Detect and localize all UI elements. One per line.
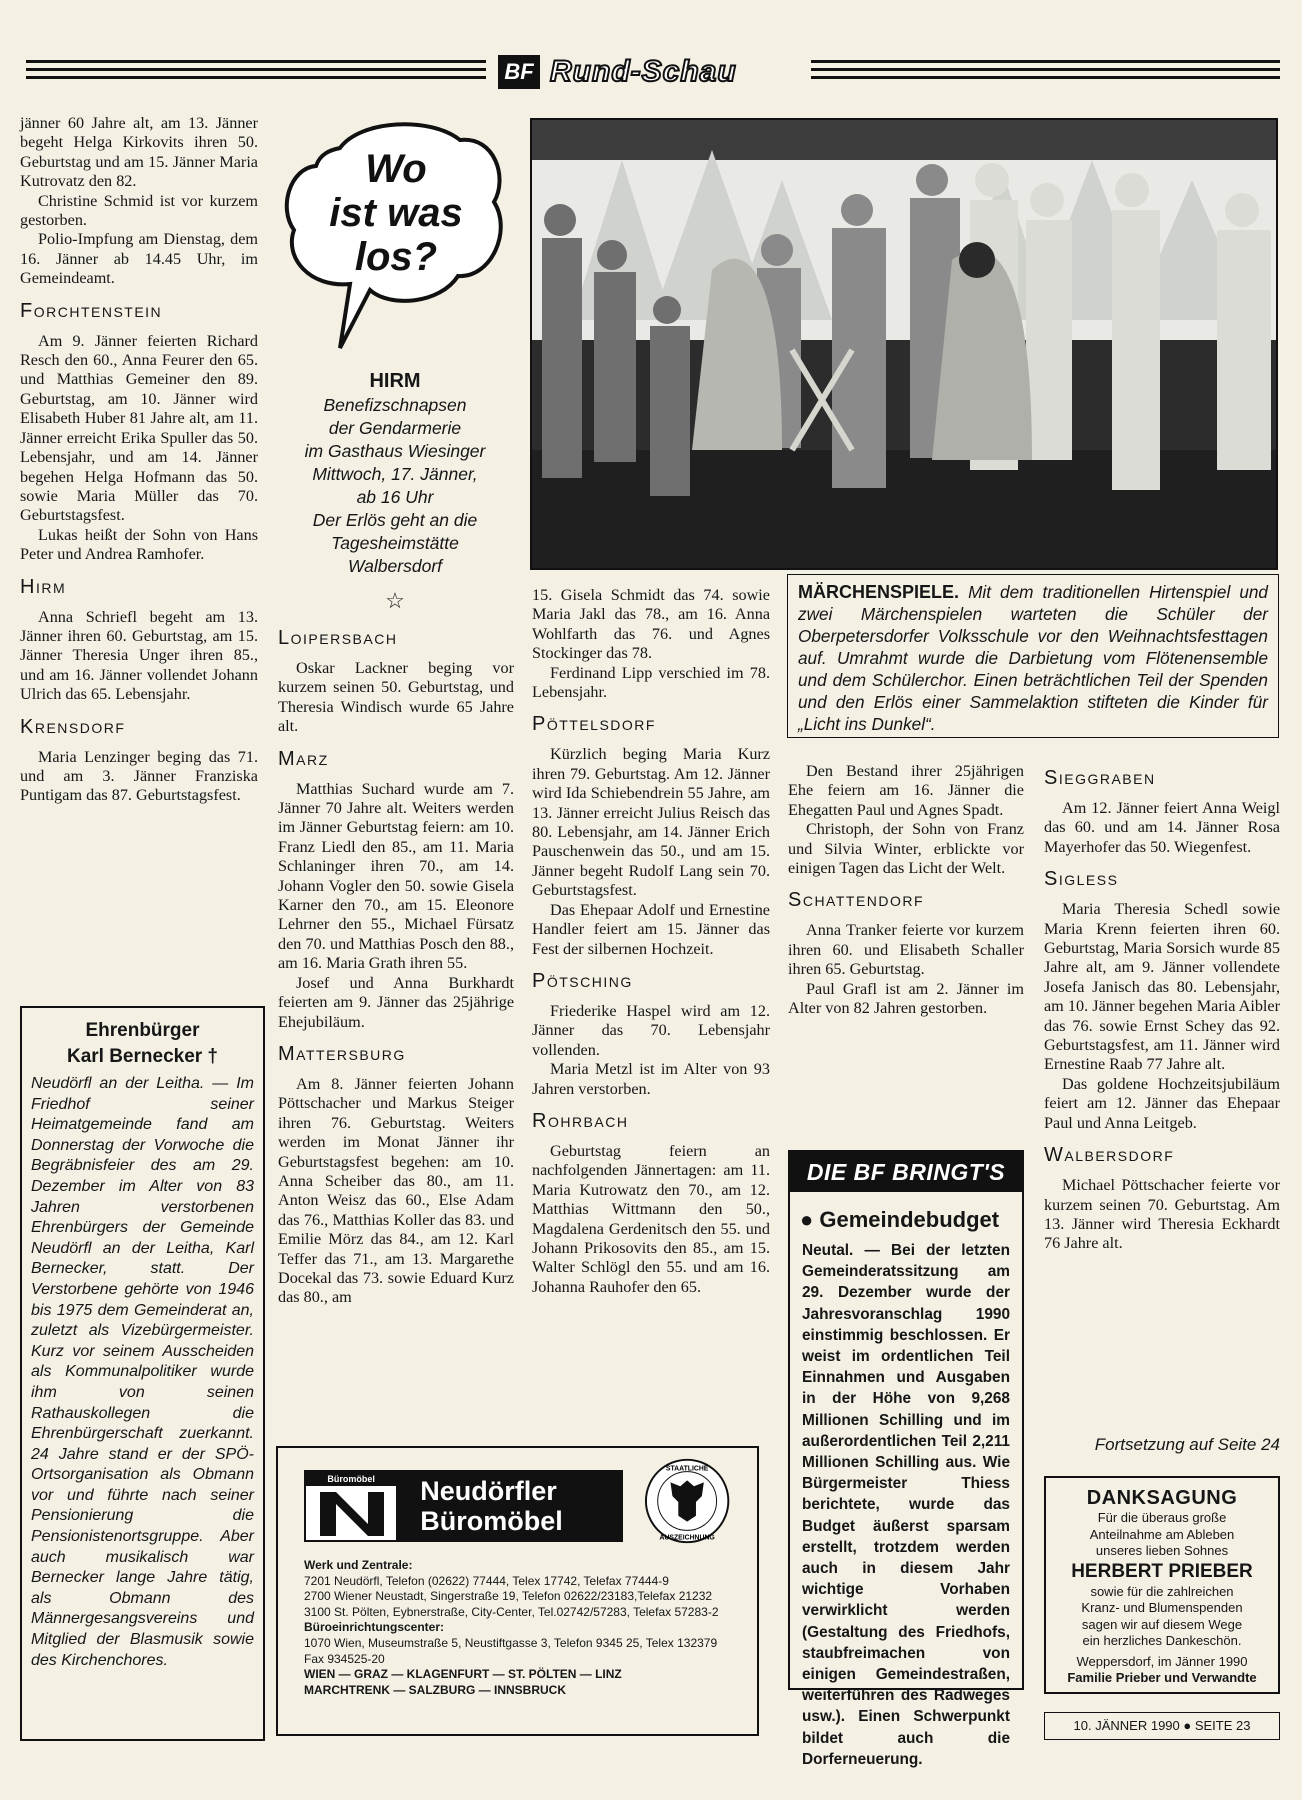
event-line: Benefizschnapsen bbox=[323, 395, 467, 415]
heading-walbersdorf: Walbersdorf bbox=[1044, 1144, 1175, 1167]
heading-krensdorf: Krensdorf bbox=[20, 715, 126, 738]
events-bubble bbox=[280, 118, 510, 350]
event-line: der Gendarmerie bbox=[328, 418, 462, 438]
paragraph: Das Ehepaar Adolf und Ernestine Handler feiert am 15. Jänner das Fest der silbernen Hochzeit. bbox=[532, 900, 770, 958]
ad-logo-box bbox=[304, 1470, 398, 1542]
bf-bringts-box bbox=[788, 1150, 1024, 1768]
caption-text: Mit dem traditionellen Hirtenspiel und zwei Märchenspielen warteten die Schüler der Oberpetersdorfer Volksschule vor den Weihnachtsfesttagen auf. Umrahmt wurde die Darbietung vom Flötenensemble und dem Schülerchor. Einen beträchtlichen Teil der Spenden und den Erlös einer Sammelaktion stifteten die Kinder für „Licht ins Dunkel“. bbox=[798, 582, 1268, 734]
paragraph: Geburtstag feiern an nachfolgenden Jännertagen: am 11. Maria Kutrowatz den 70., am 12. Matthias Wittmann den 50., Magdalena Gerdenitsch den 55. und Johann Prikosovits den 85., am 15. Walter Schlögl den 55. und am 16. Johanna Rauhofer den 65. bbox=[532, 1141, 770, 1296]
heading-marz: Marz bbox=[278, 747, 329, 770]
paragraph: Anna Schriefl begeht am 13. Jänner ihren 60. Geburtstag, am 15. Jänner Theresia Unger ihren 85., und am 16. Jänner vollendet Johann Ulrich das 65. Lebensjahr. bbox=[20, 607, 258, 704]
paragraph: Am 8. Jänner feierten Johann Pöttschacher und Markus Steiger ihren 76. Geburtstag. Weiters werden im Monat Jänner ihr Geburtstagsfest begehen: am 10. Anna Scheiber das 80., am 11. Anton Weisz das 60., Else Adam das 76., Matthias Koller das 83. und Emilie Mörz das 84., am 12. Karl Teffer das 71., am 13. Margarethe Docekal das 73. sowie Eduard Kurz das 80., am bbox=[278, 1074, 514, 1307]
paragraph: Am 9. Jänner feierten Richard Resch den 60., Anna Feurer den 65. und Matthias Gemeiner den 89. Geburtstag, am 10. Jänner wird Elisabeth Huber 81 Jahre alt, am 11. Jänner erreicht Erika Spuller das 50. Lebensjahr, und am 14. Jänner begehen Helga Hofmann das 50. sowie Maria Müller das 70. Geburtstagsfest. bbox=[20, 331, 258, 525]
heading-forchtenstein: Forchtenstein bbox=[20, 299, 163, 322]
paragraph: Den Bestand ihrer 25jährigen Ehe feiern am 16. Jänner die Ehegatten Paul und Agnes Spadt. bbox=[788, 762, 1024, 819]
bf-bringts-text: Neutal. — Bei der letzten Gemeinderatssitzung am 29. Dezember wurde der Jahresvoranschlag 1990 einstimmig beschlossen. Er weist im ordentlichen Teil Einnahmen und Ausgaben in der Höhe von 9,268 Millionen Schilling und im außerordentlichen Teil 2,211 Millionen Schilling aus. Wie Bürgermeister Thiess berichtete, wurde das Budget äußerst sparsam erstellt, trotzdem werden auch in diesem Jahr wichtige Vorhaben verwirklicht werden (Gestaltung des Friedhofs, staubfreimachen von einigen Gemeindestraßen, weiterführen des Radweges usw.). Einen Schwerpunkt bildet auch die Dorferneuerung. bbox=[802, 1242, 1010, 1768]
heading-poettelsdorf: Pöttelsdorf bbox=[532, 713, 656, 736]
obituary-box bbox=[20, 1006, 265, 1741]
ad-logo bbox=[304, 1465, 731, 1542]
thanks-line: ein herzliches Dankeschön. bbox=[1082, 1633, 1242, 1648]
thanks-title: DANKSAGUNG bbox=[1086, 1487, 1238, 1509]
thanks-notice bbox=[1044, 1476, 1280, 1694]
ad-line: 7201 Neudörfl, Telefon (02622) 77444, Telex 17742, Telefax 77444-9 bbox=[304, 1573, 669, 1588]
paragraph: Am 12. Jänner feiert Anna Weigl das 60. und am 14. Jänner Rosa Mayerhofer das 50. Wiegenfest. bbox=[1044, 799, 1280, 856]
event-line: Mittwoch, 17. Jänner, bbox=[312, 464, 478, 484]
paragraph: Ferdinand Lipp verschied im 78. Lebensjahr. bbox=[532, 663, 770, 702]
paragraph: Josef und Anna Burkhardt feierten am 9. Jänner das 25jährige Ehejubiläum. bbox=[278, 973, 514, 1031]
photo-image bbox=[532, 120, 1278, 570]
thanks-line: Kranz- und Blumenspenden bbox=[1081, 1600, 1243, 1615]
paragraph: Maria Lenzinger beging das 71. und am 3. Jänner Franziska Puntigam das 87. Geburtstagsfest. bbox=[20, 747, 258, 805]
bubble-line-2: ist was bbox=[329, 191, 463, 235]
advertisement bbox=[276, 1446, 759, 1736]
ad-name-line-2: Büromöbel bbox=[420, 1506, 563, 1536]
thanks-name: HERBERT PRIEBER bbox=[1071, 1560, 1253, 1582]
paragraph: Kürzlich beging Maria Kurz ihren 79. Geburtstag. Am 12. Jänner wird Ida Schiebendrein 55 Jahre, am 13. Jänner erreicht Julius Reisch das 80. Lebensjahr, am 14. Jänner Erich Pauschenwein das 50., und am 15. Jänner begeht Rudolf Lang sein 70. Geburtstagsfest. bbox=[532, 745, 770, 900]
paragraph: Maria Theresia Schedl sowie Maria Krenn feierten ihren 60. Geburtstag, Maria Sorsich wurde 85 Jahre alt, am 9. Jänner vollendete Josefa Janisch das 80. Lebensjahr, am 10. Jänner begehen Maria Aibler das 76. sowie Ernst Schey das 92. Geburtstagsfest, am 11. Jänner wird Ernestine Raab 77 Jahre alt. bbox=[1044, 900, 1280, 1074]
ad-box-label: Büromöbel bbox=[306, 1472, 396, 1486]
continuation-note: Fortsetzung auf Seite 24 bbox=[1094, 1435, 1280, 1454]
obituary-text: Neudörfl an der Leitha. — Im Friedhof seiner Heimatgemeinde fand am Donnerstag der Vorwoche die Begräbnisfeier des am 29. Dezember im Alter von 83 Jahren verstorbenen Ehrenbürgers der Gemeinde Neudörfl an der Leitha, Karl Bernecker, statt. Der Verstorbene gehörte von 1946 bis 1975 dem Gemeinderat an, zuletzt als Vizebürgermeister. Kurz vor seinem Ausscheiden als Kommunalpolitiker wurde ihm von seinen Rathauskollegen die Ehrenbürgerschaft zuerkannt. 24 Jahre stand er der SPÖ-Ortsorganisation als Obmann vor und führte nach seiner Pensionierung die Pensionistenortsgruppe. Aber auch musikalisch war Bernecker lange Jahre tätig, als Obmann des Männergesangsvereins und Mitglied der Blasmusik sowie des Kirchenchores. bbox=[31, 1075, 254, 1669]
paragraph: Michael Pöttschacher feierte vor kurzem seinen 70. Geburtstag. Am 13. Jänner wird Theresia Eckhardt 76 Jahre alt. bbox=[1044, 1176, 1280, 1253]
photo-caption bbox=[787, 574, 1279, 738]
column-1 bbox=[20, 114, 258, 806]
ad-line: 1070 Wien, Museumstraße 5, Neustiftgasse 3, Telefon 9345 25, Telex 132379 bbox=[304, 1635, 718, 1650]
paragraph: Friederike Haspel wird am 12. Jänner das 70. Lebensjahr vollenden. bbox=[532, 1001, 770, 1059]
heading-hirm: Hirm bbox=[20, 575, 67, 598]
thanks-line: Für die überaus große bbox=[1097, 1510, 1227, 1525]
event-line: Der Erlös geht an die bbox=[312, 510, 478, 530]
bf-bringts-bar: DIE BF BRINGT'S bbox=[790, 1152, 1022, 1192]
column-2 bbox=[278, 622, 514, 1308]
thanks-line: Anteilnahme am Ableben bbox=[1089, 1526, 1235, 1542]
paragraph: Polio-Impfung am Dienstag, dem 16. Jänner ab 14.45 Uhr, im Gemeindeamt. bbox=[20, 230, 258, 288]
page-footer: 10. JÄNNER 1990 ● SEITE 23 bbox=[1044, 1712, 1280, 1740]
nativity-play-photo bbox=[530, 118, 1278, 570]
state-award-seal-icon bbox=[643, 1456, 731, 1546]
obituary-title-1: Ehrenbürger bbox=[85, 1020, 200, 1041]
paragraph: Maria Metzl ist im Alter von 93 Jahren verstorben. bbox=[532, 1060, 770, 1098]
speech-bubble-icon bbox=[280, 118, 510, 350]
paragraph: Christine Schmid ist vor kurzem gestorben. bbox=[20, 191, 258, 230]
event-line: Tagesheimstätte bbox=[331, 533, 459, 553]
heading-poettsching: Pötsching bbox=[532, 969, 633, 992]
paragraph: Oskar Lackner beging vor kurzem seinen 50. Geburtstag, und Theresia Windisch wurde 65 Jahre alt. bbox=[278, 659, 514, 736]
star-icon: ☆ bbox=[385, 588, 405, 613]
event-line: Walbersdorf bbox=[347, 556, 443, 576]
column-5 bbox=[1044, 762, 1280, 1254]
bf-logo: BF bbox=[498, 55, 540, 89]
ad-line: MARCHTRENK — SALZBURG — INNSBRUCK bbox=[304, 1682, 566, 1697]
heading-rohrbach: Rohrbach bbox=[532, 1109, 629, 1132]
bf-bringts-subtitle: ● Gemeindebudget bbox=[800, 1207, 1000, 1232]
ad-line: WIEN — GRAZ — KLAGENFURT — ST. PÖLTEN — LINZ bbox=[304, 1667, 622, 1682]
thanks-line: sagen wir auf diesem Wege bbox=[1081, 1616, 1243, 1632]
ad-name-line-1: Neudörfler bbox=[420, 1476, 557, 1506]
page-header bbox=[26, 48, 1280, 96]
thanks-line: Weppersdorf, im Jänner 1990 bbox=[1076, 1653, 1248, 1669]
event-line: ab 16 Uhr bbox=[356, 487, 434, 507]
heading-sieggraben: Sieggraben bbox=[1044, 767, 1156, 789]
seal-bottom-text: AUSZEICHNUNG bbox=[659, 1534, 715, 1542]
paragraph: Das goldene Hochzeitsjubiläum feiert am 12. Jänner das Ehepaar Paul und Anna Leitgeb. bbox=[1044, 1074, 1280, 1132]
heading-mattersburg: Mattersburg bbox=[278, 1042, 406, 1065]
paragraph: Paul Grafl ist am 2. Jänner im Alter von 82 Jahren gestorben. bbox=[788, 979, 1024, 1018]
thanks-line: sowie für die zahlreichen bbox=[1090, 1583, 1234, 1599]
masthead-logo bbox=[498, 54, 808, 90]
heading-loipersbach: Loipersbach bbox=[278, 627, 398, 649]
bubble-line-3: los? bbox=[354, 235, 438, 279]
n-logo-icon bbox=[306, 1486, 398, 1540]
thanks-line: unseres lieben Sohnes bbox=[1095, 1543, 1229, 1558]
event-line: im Gasthaus Wiesinger bbox=[304, 441, 486, 461]
ad-line: 2700 Wiener Neustadt, Singerstraße 19, Telefon 02622/23183,Telefax 21232 bbox=[304, 1589, 713, 1604]
ad-line: Fax 934525-20 bbox=[304, 1651, 385, 1666]
paragraph: Lukas heißt der Sohn von Hans Peter und Andrea Ramhofer. bbox=[20, 525, 258, 564]
ad-company-name bbox=[398, 1470, 622, 1542]
obituary-title-2: Karl Bernecker † bbox=[66, 1046, 219, 1067]
ad-line: Büroeinrichtungscenter: bbox=[304, 1620, 445, 1635]
event-title: HIRM bbox=[369, 370, 421, 392]
heading-schattendorf: Schattendorf bbox=[788, 889, 925, 912]
paragraph: Christoph, der Sohn von Franz und Silvia Winter, erblickte vor einigen Tagen das Licht der Welt. bbox=[788, 820, 1024, 878]
column-4 bbox=[788, 762, 1024, 1018]
thanks-family: Familie Prieber und Verwandte bbox=[1067, 1670, 1257, 1685]
ad-line: 3100 St. Pölten, Eybnerstraße, City-Center, Tel.02742/57283, Telefax 57283-2 bbox=[304, 1604, 719, 1619]
ad-address-block bbox=[304, 1558, 731, 1698]
heading-sigless: Sigless bbox=[1044, 868, 1119, 891]
paragraph: jänner 60 Jahre alt, am 13. Jänner begeht Helga Kirkovits ihren 50. Geburtstag und am 15. Jänner Maria Kutrovatz den 82. bbox=[20, 114, 258, 191]
bubble-line-1: Wo bbox=[365, 147, 427, 191]
paragraph: 15. Gisela Schmidt das 74. sowie Maria Jakl das 78., am 16. Anna Wohlfarth das 76. und Agnes Stockinger das 78. bbox=[532, 586, 770, 663]
paragraph: Anna Tranker feierte vor kurzem ihren 60. und Elisabeth Schaller ihren 65. Geburtstag. bbox=[788, 921, 1024, 979]
ad-line: Werk und Zentrale: bbox=[304, 1558, 413, 1572]
column-3 bbox=[532, 586, 770, 1297]
caption-head: MÄRCHENSPIELE. bbox=[798, 582, 960, 602]
section-title: Rund-Schau bbox=[550, 55, 737, 88]
event-notice bbox=[270, 368, 520, 614]
paragraph: Matthias Suchard wurde am 7. Jänner 70 Jahre alt. Weiters werden im Jänner Geburtstag feiern: am 10. Franz Liedl den 85., am 11. Maria Schlaninger ihren 70., am 14. Johann Vogler den 50. sowie Gisela Karner den 70., am 15. Eleonore Lehrner den 55., Michael Fürsatz den 70. und Matthias Posch den 88., am 16. Maria Grath ihren 55. bbox=[278, 779, 514, 973]
seal-top-text: STAATLICHE bbox=[665, 1465, 709, 1473]
